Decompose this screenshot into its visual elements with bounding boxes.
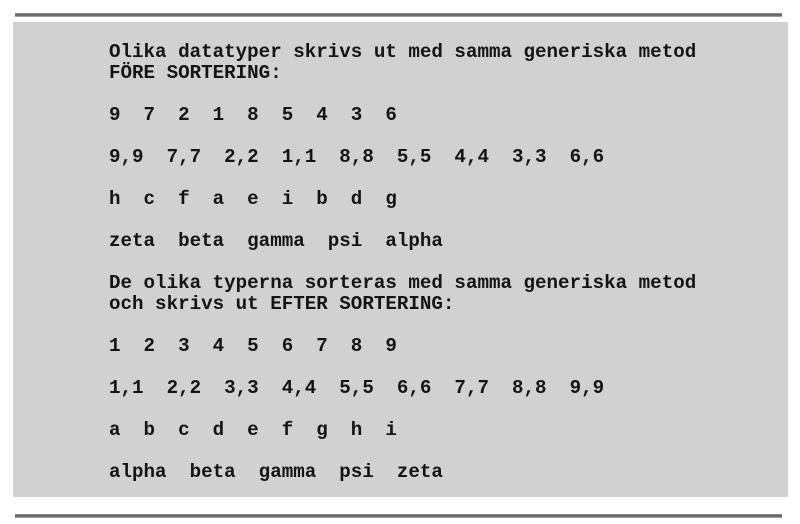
- console-line-blank: [109, 252, 696, 273]
- console-line: a b c d e f g h i: [109, 419, 397, 441]
- console-line: 9,9 7,7 2,2 1,1 8,8 5,5 4,4 3,3 6,6: [109, 146, 605, 168]
- top-rule: [15, 13, 782, 17]
- console-line-blank: [109, 315, 696, 336]
- console-line-blank: [109, 399, 696, 420]
- console-line-blank: [109, 441, 696, 462]
- console-line: De olika typerna sorteras med samma generiska metod: [109, 272, 697, 294]
- bottom-rule: [15, 514, 782, 518]
- console-line-blank: [109, 84, 696, 105]
- console-line: alpha beta gamma psi zeta: [109, 461, 443, 483]
- console-line: h c f a e i b d g: [109, 188, 397, 210]
- console-line-blank: [109, 357, 696, 378]
- console-line-blank: [109, 168, 696, 189]
- console-line: 1,1 2,2 3,3 4,4 5,5 6,6 7,7 8,8 9,9: [109, 377, 605, 399]
- console-line: zeta beta gamma psi alpha: [109, 230, 443, 252]
- console-line: FÖRE SORTERING:: [109, 62, 282, 84]
- console-line: 9 7 2 1 8 5 4 3 6: [109, 104, 397, 126]
- console-line: 1 2 3 4 5 6 7 8 9: [109, 335, 397, 357]
- console-line: och skrivs ut EFTER SORTERING:: [109, 293, 455, 315]
- console-line-blank: [109, 126, 696, 147]
- console-output: [109, 42, 696, 483]
- console-line: Olika datatyper skrivs ut med samma generiska metod: [109, 41, 697, 63]
- console-output-panel: [13, 22, 788, 497]
- console-line-blank: [109, 210, 696, 231]
